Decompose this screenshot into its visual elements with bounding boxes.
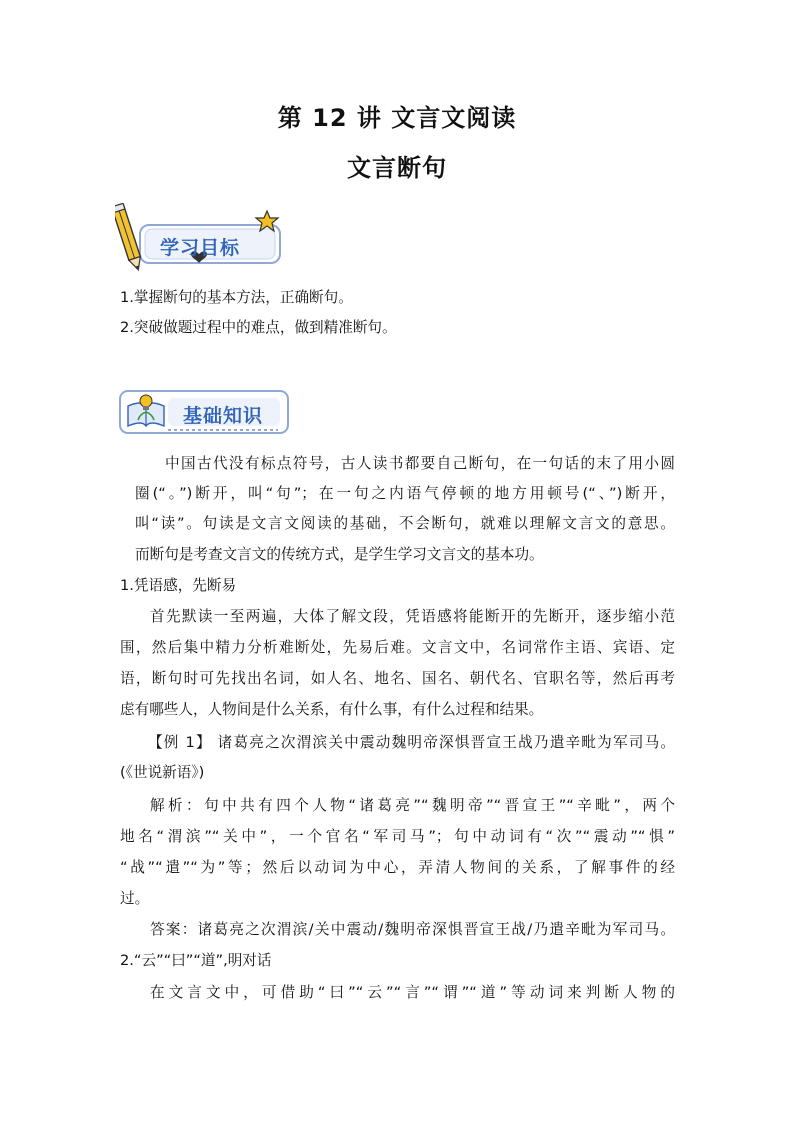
example-source: (《世说新语》) — [120, 764, 205, 781]
intro-line: 叫“读”。句读是文言文阅读的基础，不会断句，就难以理解文言文的意思。 — [135, 515, 675, 532]
section-heading: 1.凭语感，先断易 — [120, 577, 237, 594]
example-line: 【例 1】 诸葛亮之次渭滨关中震动魏明帝深惧晋宣王战乃遣辛毗为军司马。 — [148, 734, 675, 751]
body-line: 围，然后集中精力分析难断处，先易后难。文言文中，名词常作主语、宾语、定 — [120, 639, 675, 656]
basics-badge-label: 基础知识 — [183, 405, 264, 427]
goals-badge-label: 学习目标 — [160, 237, 241, 259]
lecture-title: 第 12 讲 文言文阅读 — [277, 104, 517, 132]
body-line: 虑有哪些人，人物间是什么关系，有什么事，有什么过程和结果。 — [120, 701, 544, 718]
analysis-line: 解析：句中共有四个人物“诸葛亮”“魏明帝”“晋宣王”“辛毗”，两个 — [150, 797, 675, 814]
intro-line: 圈(“。”)断开，叫“句”；在一句之内语气停顿的地方用顿号(“、”)断开， — [135, 485, 675, 502]
goal-item: 1.掌握断句的基本方法，正确断句。 — [120, 289, 353, 306]
intro-line: 而断句是考查文言文的传统方式，是学生学习文言文的基本功。 — [135, 546, 544, 563]
answer-line: 答案：诸葛亮之次渭滨/关中震动/魏明帝深惧晋宣王战/乃遣辛毗为军司马。 — [150, 921, 675, 938]
body-line: 首先默读一至两遍，大体了解文段，凭语感将能断开的先断开，逐步缩小范 — [150, 608, 675, 625]
body-line: 在文言文中，可借助“曰”“云”“言”“谓”“道”等动词来判断人物的 — [150, 984, 675, 1001]
goals-badge — [115, 203, 285, 275]
analysis-line: “战”“遣”“为”等；然后以动词为中心，弄清人物间的关系，了解事件的经 — [120, 859, 675, 876]
analysis-line: 地名“渭滨”“关中”，一个官名“军司马”；句中动词有“次”“震动”“惧” — [120, 828, 675, 845]
lecture-subtitle: 文言断句 — [347, 154, 447, 182]
goal-item: 2.突破做题过程中的难点，做到精准断句。 — [120, 319, 397, 336]
basics-badge — [118, 388, 293, 438]
section-heading: 2.“云”“曰”“道”,明对话 — [120, 952, 272, 969]
intro-line: 中国古代没有标点符号，古人读书都要自己断句，在一句话的末了用小圆 — [165, 455, 675, 472]
analysis-line: 过。 — [120, 890, 150, 907]
body-line: 语，断句时可先找出名词，如人名、地名、国名、朝代名、官职名等，然后再考 — [120, 670, 675, 687]
